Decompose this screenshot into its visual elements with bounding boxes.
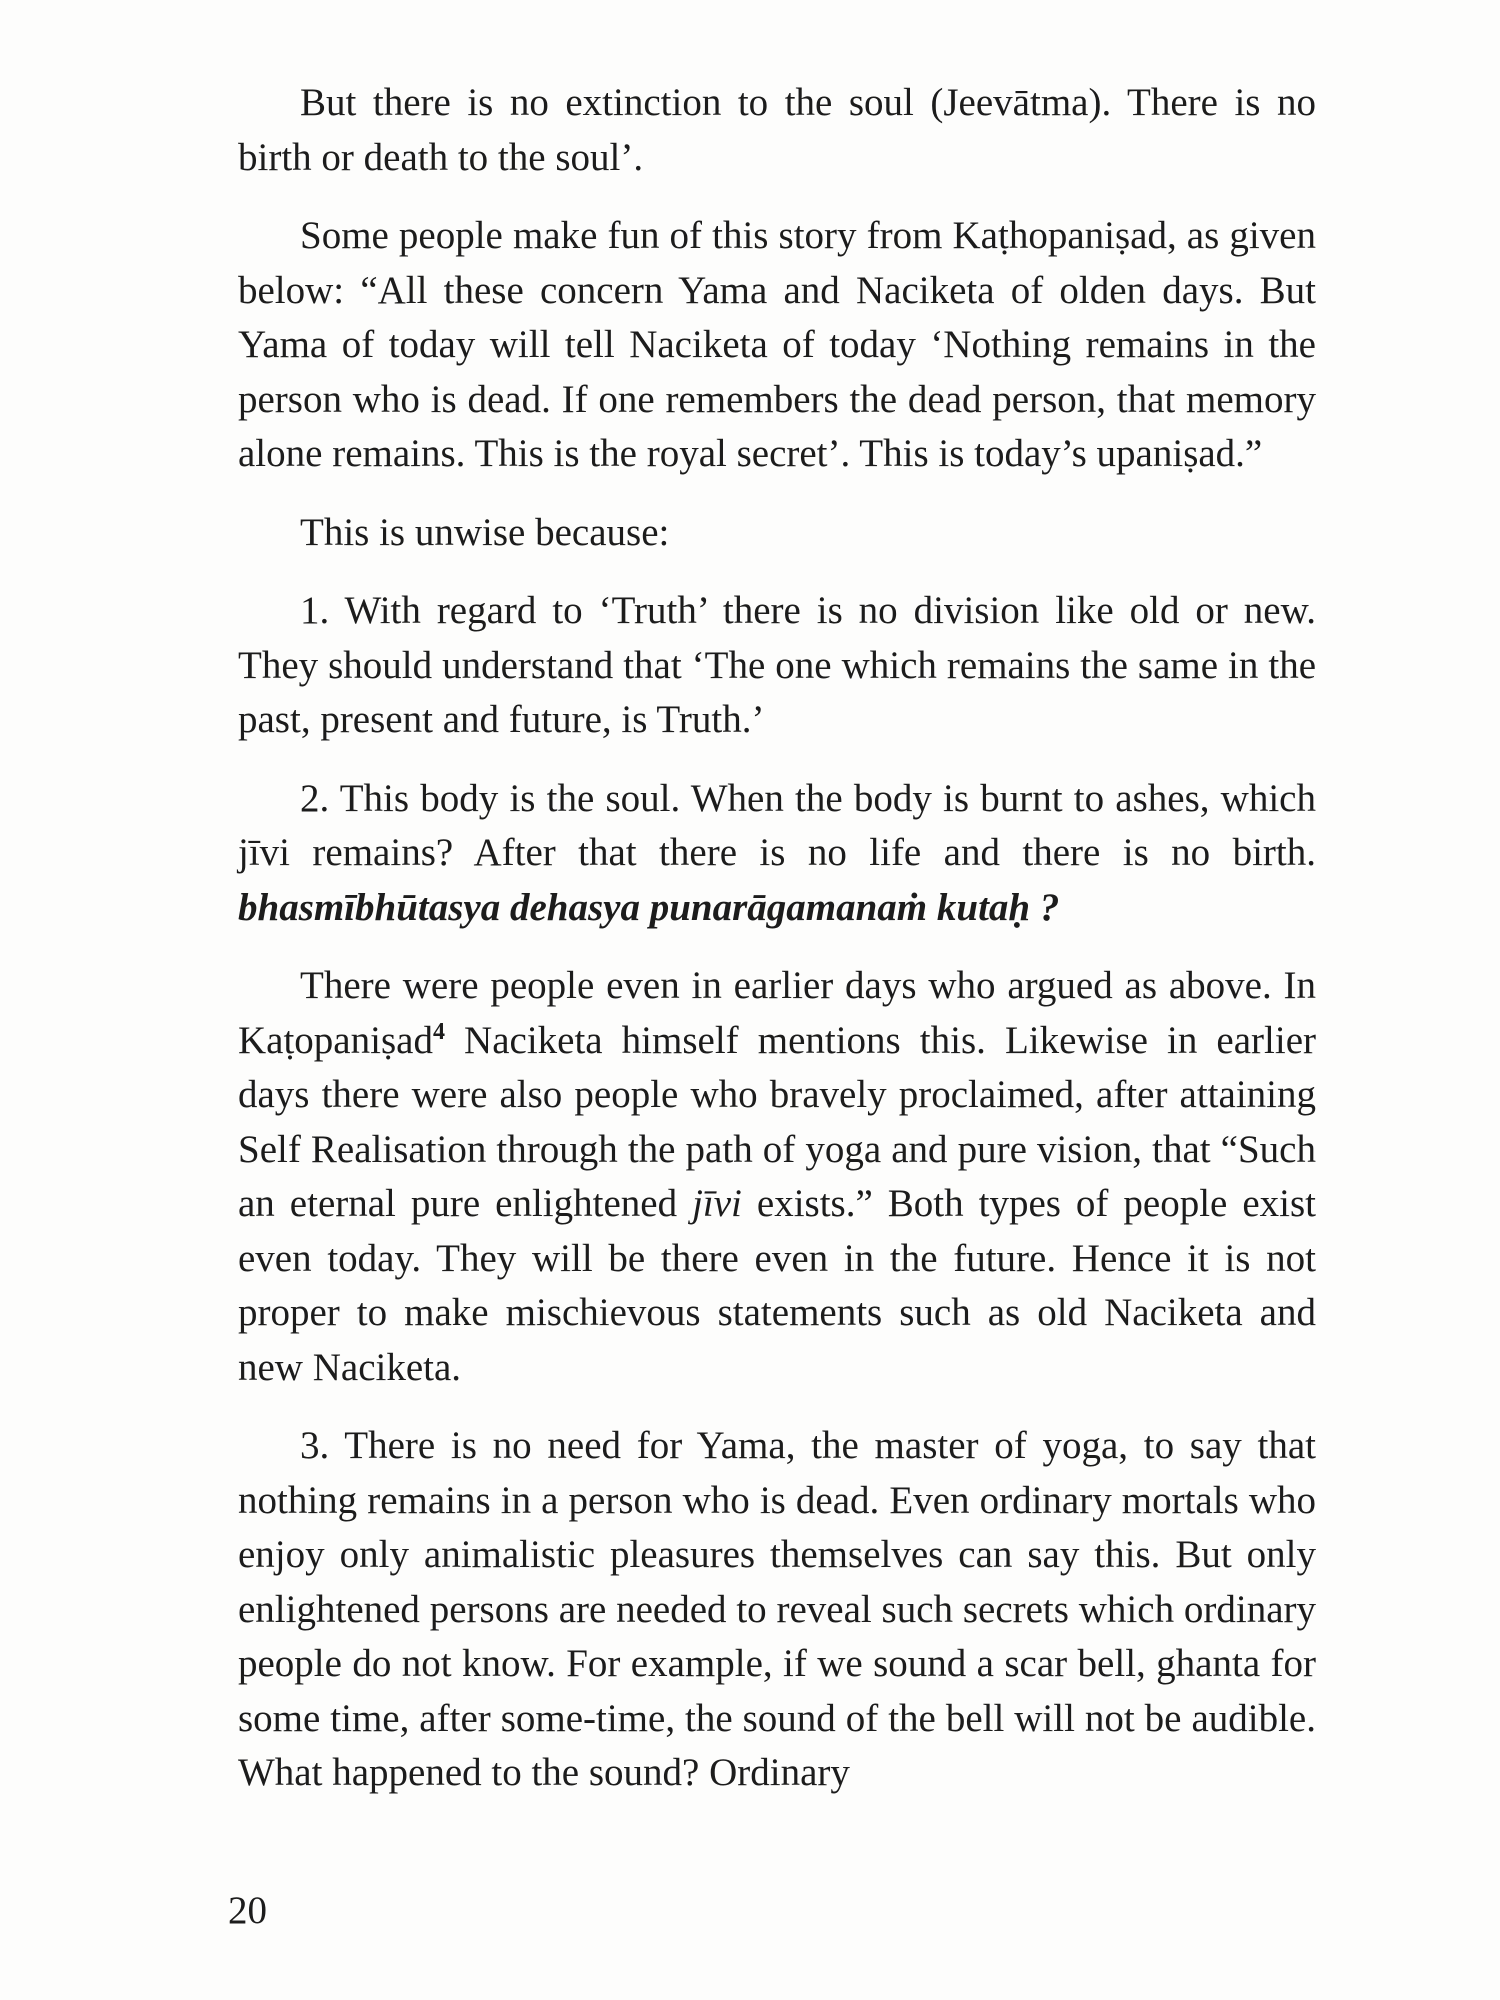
paragraph-5 (238, 772, 1316, 936)
paragraph-6-after: exists.” Both types of people exist even today. They will be there even in the future. Hence it is not proper to make mischievous statements such as old Naciketa and new Naciketa. (238, 1182, 1316, 1389)
footnote-marker: 4 (432, 1018, 445, 1045)
body-text (238, 76, 1316, 1825)
paragraph-1: But there is no extinction to the soul (Jeevātma). There is no birth or death to the soul’. (238, 81, 1316, 179)
paragraph-7: 3. There is no need for Yama, the master of yoga, to say that nothing remains in a person who is dead. Even ordinary mortals who enjoy only animalistic pleasures themselves can say this. But only enlightened persons are needed to reveal such secrets which ordinary people do not know. For example, if we sound a scar bell, ghanta for some time, after some-time, the sound of the bell will not be audible. What happened to the sound? Ordinary (238, 1424, 1316, 1794)
paragraph-5-text: 2. This body is the soul. When the body is burnt to ashes, which jīvi remains? After that there is no life and there is no birth. (238, 776, 1316, 874)
paragraph-6-before: There were people even in earlier days who argued as above. In Kaṭopaniṣad (238, 964, 1316, 1062)
paragraph-2: Some people make fun of this story from Kaṭhopaniṣad, as given below: “All these concern Yama and Naciketa of olden days. But Yama of today will tell Naciketa of today ‘Nothing remains in the person who is dead. If one remembers the dead person, that memory alone remains. This is the royal secret’. This is today’s upaniṣad.” (238, 214, 1316, 475)
paragraph-6 (238, 959, 1316, 1395)
paragraph-3: This is unwise because: (300, 510, 670, 554)
sanskrit-quote: bhasmībhūtasya dehasya punarāgamanaṁ kutaḥ ? (238, 885, 1060, 929)
paragraph-6-middle: Naciketa himself mentions this. Likewise in earlier days there were also people who bravely proclaimed, after attaining Self Realisation through the path of yoga and pure vision, that “Such an eternal pure enlightened (238, 1018, 1316, 1225)
paragraph-4: 1. With regard to ‘Truth’ there is no division like old or new. They should understand that ‘The one which remains the same in the past, present and future, is Truth.’ (238, 589, 1316, 741)
italic-term: jīvi (692, 1182, 742, 1225)
page-number: 20 (228, 1889, 267, 1932)
